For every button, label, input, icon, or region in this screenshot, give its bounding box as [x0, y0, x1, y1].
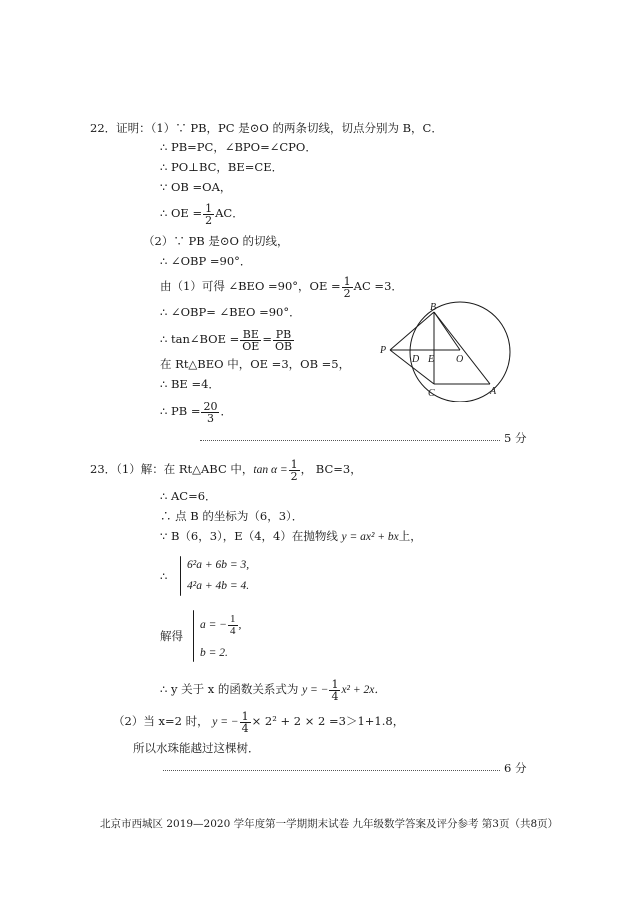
label-c: C: [428, 388, 435, 399]
label-e: E: [428, 354, 435, 365]
fraction: $\frac{20}{3}$: [203, 399, 218, 425]
page-footer: 北京市西城区 2019—2020 学年度第一学期期末试卷 九年级数学答案及评分参考 第3页（共8页）: [100, 818, 559, 830]
line-pb: [390, 312, 434, 350]
score-leader: [163, 770, 500, 771]
label-o: O: [456, 354, 464, 365]
q23-therefore: ∴: [160, 569, 168, 583]
q23-line-1: 23．（1）解：在 Rt△ABC 中，tan α = $\frac{1}{2}$ ， BC=3，: [90, 457, 362, 483]
system-brace-2: [193, 610, 194, 662]
q23-line-9: 所以水珠能越过这棵树．: [133, 741, 260, 755]
q22-line-13: ∴ PB = $\frac{20}{3}$ ．: [160, 399, 232, 425]
q23-eq-2: 4²a + 4b = 4.: [187, 580, 250, 592]
q22-score: 5 分: [504, 431, 527, 445]
q22-line-10: ∴ tan∠BOE = $\frac{BE}{OE}$ = $\frac{PB}{OB}$: [160, 327, 293, 353]
fraction: $\frac{1}{2}$: [343, 274, 351, 300]
score-leader: [200, 440, 500, 441]
q23-solve-label: 解得: [160, 629, 183, 643]
q22-line-11: 在 Rt△BEO 中，OE =3，OB =5，: [160, 357, 351, 371]
q22-line-7: ∴ ∠OBP =90°．: [160, 254, 252, 268]
fraction: $\frac{1}{2}$: [290, 457, 298, 483]
q22-line-6: （2）∵ PB 是⊙O 的切线，: [143, 234, 289, 248]
system-brace-1: [180, 556, 181, 596]
q22-line-3: ∴ PO⊥BC，BE=CE．: [160, 160, 284, 174]
label-a: A: [490, 386, 497, 397]
q22-line-1: 22．证明：（1）∵ PB，PC 是⊙O 的两条切线，切点分别为 B，C．: [90, 121, 443, 135]
q23-sol-1: a = − $\frac{1}{4}$ ,: [200, 612, 242, 637]
q23-score: 6 分: [504, 761, 527, 775]
label-d: D: [412, 354, 420, 365]
q23-line-3: ∴ 点 B 的坐标为（6，3）．: [160, 509, 304, 523]
q23-eq-1: 6²a + 6b = 3,: [187, 559, 250, 571]
fraction: $\frac{PB}{OB}$: [274, 327, 293, 353]
q22-line-4: ∵ OB =OA，: [160, 180, 232, 194]
q23-line-8: （2）当 x=2 时， y = − $\frac{1}{4}$ × 2² + 2 × 2 =3＞1+1.8，: [113, 709, 405, 735]
q23-line-7: ∴ y 关于 x 的函数关系式为 y = − $\frac{1}{4}$ x² + 2x．: [160, 677, 386, 703]
fraction: $\frac{1}{4}$: [230, 612, 236, 637]
q22-line-5: ∴ OE = $\frac{1}{2}$ AC．: [160, 201, 244, 227]
fraction: $\frac{1}{2}$: [205, 201, 213, 227]
fraction: $\frac{1}{4}$: [331, 677, 339, 703]
fraction: $\frac{BE}{OE}$: [242, 327, 260, 353]
q23-line-2: ∴ AC=6．: [160, 489, 217, 503]
q22-line-12: ∴ BE =4．: [160, 377, 220, 391]
label-b: B: [430, 302, 437, 313]
fraction: $\frac{1}{4}$: [241, 709, 249, 735]
q23-line-4: ∵ B（6，3），E（4，4）在抛物线 y = ax² + bx上，: [160, 529, 422, 543]
geometry-diagram: [370, 298, 520, 402]
q22-line-8: 由（1）可得 ∠BEO =90°，OE = $\frac{1}{2}$ AC =3．: [160, 274, 403, 300]
label-p: P: [380, 345, 387, 356]
line-bo: [434, 312, 460, 350]
q23-sol-2: b = 2.: [200, 647, 228, 659]
q22-line-2: ∴ PB=PC，∠BPO=∠CPO．: [160, 140, 317, 154]
line-ba: [434, 312, 490, 384]
q22-line-9: ∴ ∠OBP= ∠BEO =90°．: [160, 305, 301, 319]
